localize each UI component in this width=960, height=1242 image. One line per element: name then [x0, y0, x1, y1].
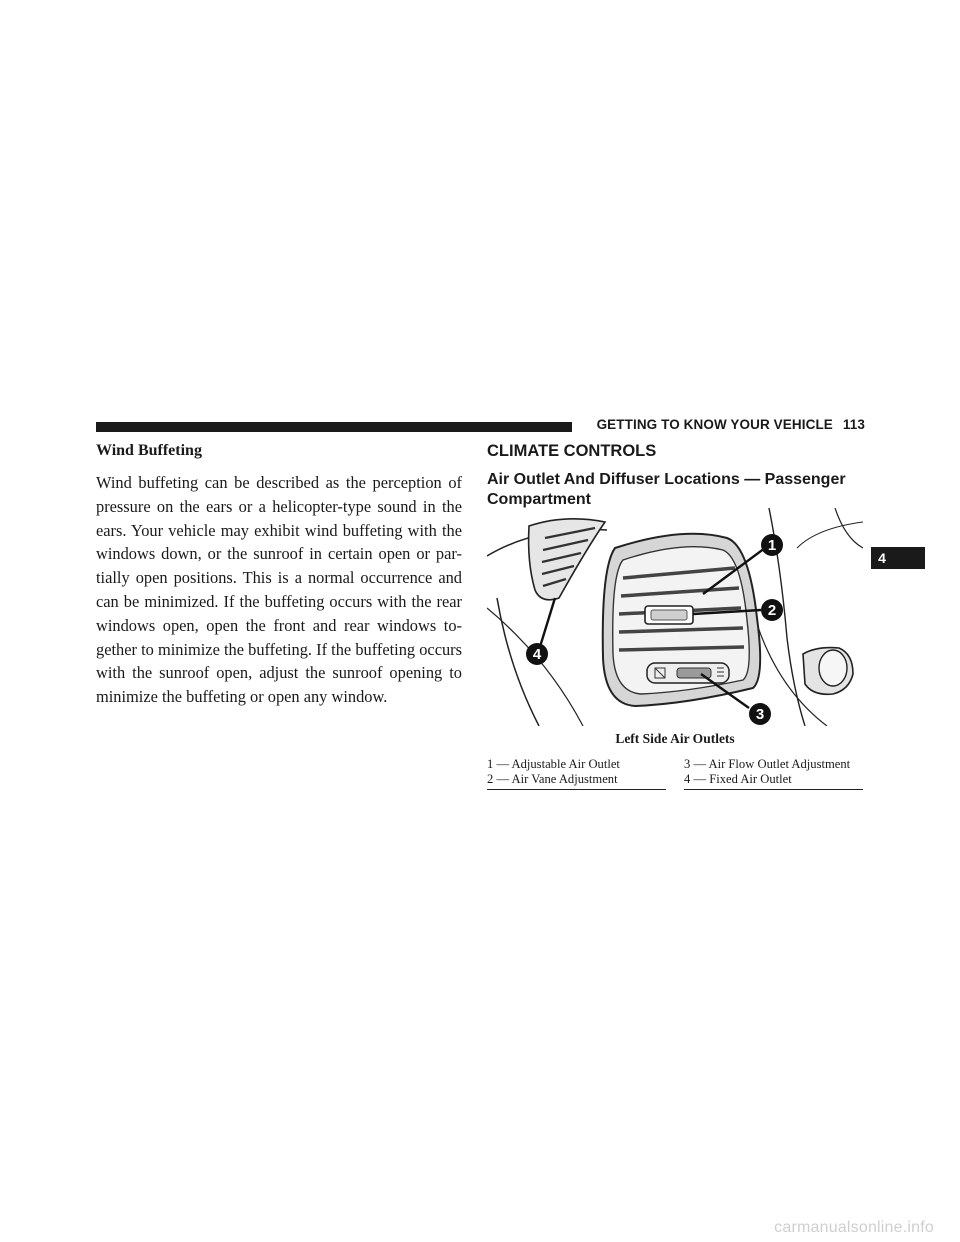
page-number: 113	[842, 417, 865, 432]
header-rule	[96, 422, 572, 432]
chapter-tab-label: 4	[878, 550, 886, 566]
wind-buffeting-body: Wind buffeting can be described as the perception of pressure on the ears or a helicopter-type sound in the ears. Your vehicle may exhibit wind buffeting with the windows down, or the sunroof in certain open or par- tially open positions. This is a normal occurrence and can be minimized. If the buffeting occurs with the rear windows open, open the front and rear windows to- gether to minimize the buffeting. If the buffeting occurs with the sunroof open, adjust the sunroof opening to minimize the buffeting or open any window.	[96, 473, 462, 707]
figure-legend	[487, 757, 863, 791]
svg-text:4: 4	[532, 646, 542, 663]
callout-2	[761, 599, 783, 621]
svg-text:3: 3	[755, 706, 765, 723]
legend-item: 3 — Air Flow Outlet Adjustment	[684, 757, 851, 771]
figure-caption: Left Side Air Outlets	[615, 731, 735, 746]
chapter-tab	[871, 547, 925, 569]
legend-item: 4 — Fixed Air Outlet	[684, 772, 792, 786]
legend-column-left	[487, 757, 666, 790]
callout-4	[526, 643, 548, 665]
climate-controls-heading: CLIMATE CONTROLS	[487, 442, 657, 460]
air-outlet-subheading: Air Outlet And Diffuser Locations — Passenger Compartment	[487, 471, 846, 508]
air-outlets-illustration	[487, 508, 863, 726]
svg-text:2: 2	[767, 602, 777, 619]
legend-item: 1 — Adjustable Air Outlet	[487, 757, 620, 771]
running-header	[583, 417, 865, 432]
legend-column-right	[684, 757, 863, 790]
legend-item: 2 — Air Vane Adjustment	[487, 772, 618, 786]
svg-text:1: 1	[767, 537, 777, 554]
callout-3	[749, 703, 771, 725]
callout-1	[761, 534, 783, 556]
wind-buffeting-heading: Wind Buffeting	[96, 442, 202, 459]
section-title: GETTING TO KNOW YOUR VEHICLE	[596, 417, 833, 432]
watermark: carmanualsonline.info	[774, 1219, 934, 1236]
